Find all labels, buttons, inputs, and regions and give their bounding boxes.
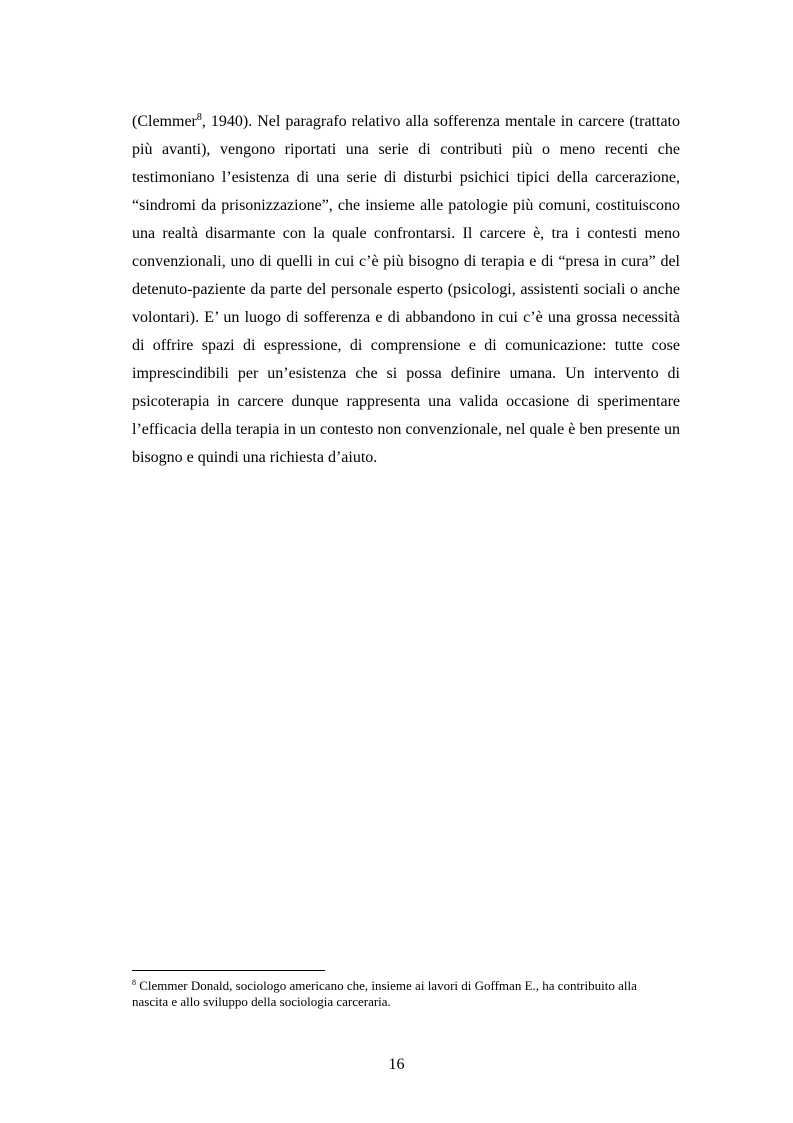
footnote-text: Clemmer Donald, sociologo americano che, insieme ai lavori di Goffman E., ha contribuito alla (136, 978, 637, 993)
paragraph-line: testimoniano l’esistenza di una serie di disturbi psichici tipici della carcerazione, (132, 169, 680, 186)
paragraph-line (132, 108, 680, 136)
paragraph-text: , 1940). Nel paragrafo relativo alla sofferenza mentale in carcere (trattato (201, 113, 680, 130)
footnote-line: nascita e allo sviluppo della sociologia carceraria. (132, 994, 391, 1009)
paragraph-line: “sindromi da prisonizzazione”, che insieme alle patologie più comuni, costituiscono (132, 197, 680, 214)
paragraph-line: più avanti), vengono riportati una serie di contributi più o meno recenti che (132, 141, 680, 158)
footnote-line (132, 978, 680, 994)
footnote (132, 978, 680, 1010)
footnote-separator (132, 970, 325, 971)
paragraph-line: bisogno e quindi una richiesta d’aiuto. (132, 449, 378, 466)
page-number: 16 (388, 1056, 405, 1073)
paragraph-line: l’efficacia della terapia in un contesto non convenzionale, nel quale è ben presente un (132, 421, 680, 438)
body-paragraph (132, 108, 680, 472)
paragraph-line: volontari). E’ un luogo di sofferenza e di abbandono in cui c’è una grossa necessità (132, 309, 680, 326)
paragraph-line: psicoterapia in carcere dunque rappresenta una valida occasione di sperimentare (132, 393, 680, 410)
paragraph-line: detenuto-paziente da parte del personale esperto (psicologi, assistenti sociali o anche (132, 281, 680, 298)
footnote-number: 8 (132, 978, 136, 987)
footnote-reference[interactable]: 8 (196, 112, 202, 123)
paragraph-text: (Clemmer (132, 113, 197, 130)
paragraph-line: una realtà disarmante con la quale confrontarsi. Il carcere è, tra i contesti meno (132, 225, 680, 242)
paragraph-line: di offrire spazi di espressione, di comprensione e di comunicazione: tutte cose (132, 337, 680, 354)
paragraph-line: convenzionali, uno di quelli in cui c’è più bisogno di terapia e di “presa in cura” del (132, 253, 680, 270)
paragraph-line: imprescindibili per un’esistenza che si possa definire umana. Un intervento di (132, 365, 680, 382)
